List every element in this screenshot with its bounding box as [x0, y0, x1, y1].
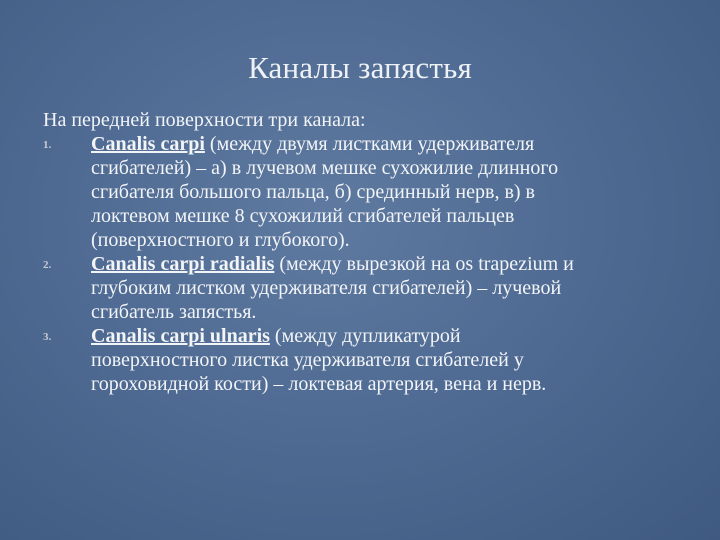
- canal-list: [43, 132, 683, 396]
- term-canalis-carpi: Canalis carpi: [91, 133, 205, 155]
- list-number: 1.: [43, 139, 52, 151]
- list-item-line: Canalis carpi (между двумя листками удерживателя: [91, 133, 535, 155]
- list-item-1: [43, 132, 683, 252]
- list-item-line: локтевом мешке 8 сухожилий сгибателей пальцев: [91, 205, 515, 227]
- list-item-line: сгибатель запястья.: [91, 301, 257, 323]
- term-canalis-carpi-radialis: Canalis carpi radialis: [91, 253, 275, 275]
- slide-title: Каналы запястья: [248, 50, 472, 85]
- list-item-line: сгибателей) – а) в лучевом мешке сухожилие длинного: [91, 157, 559, 179]
- list-item-line: глубоким листком удерживателя сгибателей) – лучевой: [91, 277, 562, 299]
- term-canalis-carpi-ulnaris: Canalis carpi ulnaris: [91, 325, 270, 347]
- list-item-line: гороховидной кости) – локтевая артерия, вена и нерв.: [91, 373, 547, 395]
- intro-text: На передней поверхности три канала:: [43, 109, 366, 131]
- list-item-2: [43, 252, 683, 324]
- list-number: 2.: [43, 259, 52, 271]
- list-item-line: поверхностного листка удерживателя сгибателей у: [91, 349, 524, 371]
- list-item-line: Canalis carpi radialis (между вырезкой на os trapezium и: [91, 253, 574, 275]
- list-item-line: сгибателя большого пальца, б) срединный нерв, в) в: [91, 181, 535, 203]
- list-item-3: [43, 324, 683, 396]
- list-number: 3.: [43, 331, 52, 343]
- list-item-line: (поверхностного и глубокого).: [91, 229, 350, 251]
- list-item-line: Canalis carpi ulnaris (между дупликатурой: [91, 325, 461, 347]
